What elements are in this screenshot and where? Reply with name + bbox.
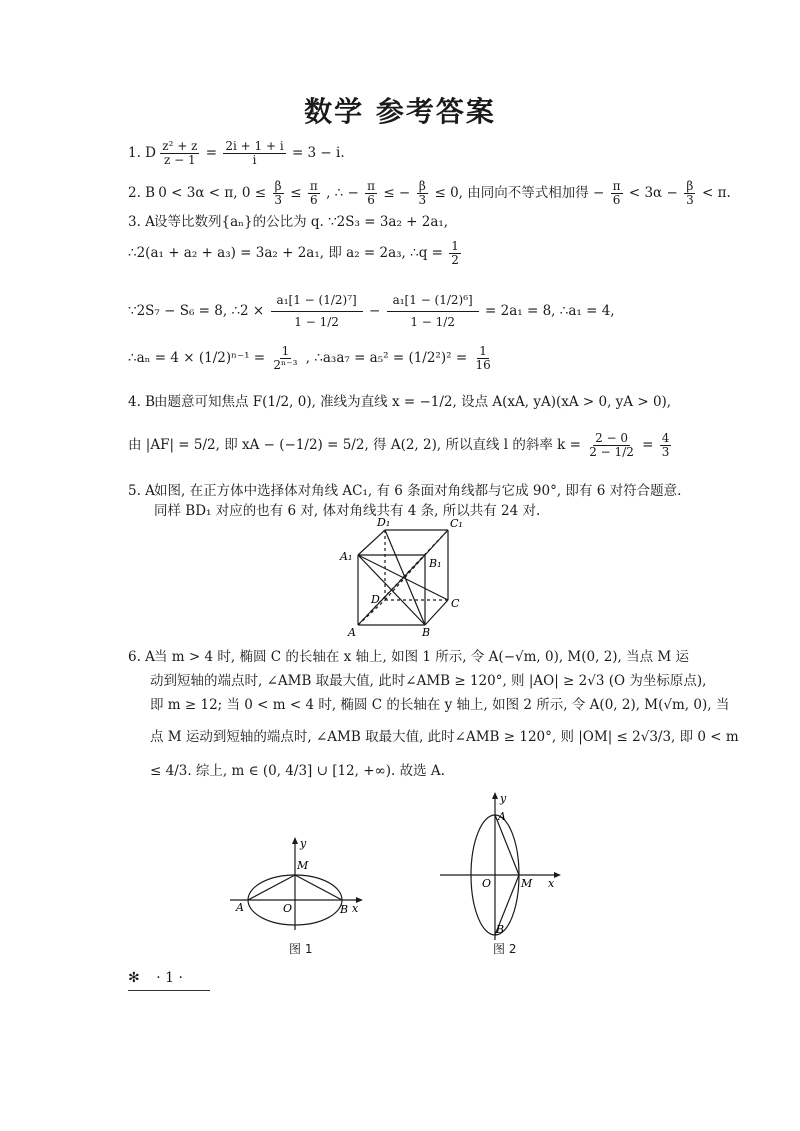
- fig2-label-x: x: [548, 877, 555, 890]
- question-3-line-1: 3. A设等比数列{aₙ}的公比为 q. ∵2S₃ = 3a₂ + 2a₁,: [128, 214, 449, 230]
- question-6-line-5: ≤ 4/3. 综上, m ∈ (0, 4/3] ∪ [12, +∞). 故选 A.: [150, 763, 445, 779]
- fig2-label-m: M: [521, 877, 533, 890]
- fig2-label-o: O: [482, 877, 492, 890]
- cube-label-c1: C₁: [450, 517, 463, 530]
- figure-1-caption: 图 1: [289, 942, 313, 956]
- cube-label-a1: A₁: [340, 550, 353, 563]
- fig2-label-y: y: [500, 792, 507, 805]
- footer-rule: [128, 990, 210, 991]
- question-1-number: 1. D: [128, 145, 156, 161]
- question-3-line-4: ∴aₙ = 4 × (1/2)ⁿ⁻¹ = $\frac{1}{\text{2ⁿ⁻³}}$ , ∴a₃a₇ = a₅² = (1/2²)² = $\frac{1}{16}$: [128, 344, 491, 372]
- question-6-line-4: 点 M 运动到短轴的端点时, ∠AMB 取最大值, 此时∠AMB ≥ 120°, 则 |OM| ≤ 2√3/3, 即 0 < m: [150, 729, 739, 745]
- page-number: · 1 ·: [156, 970, 183, 986]
- question-2: 2. B 0 < 3α < π, 0 ≤ $\frac{\beta}{3}$ ≤ $\frac{\pi}{6}$ , ∴ − $\frac{\pi}{6}$ ≤ − $\frac{\beta}{3}$ ≤ 0, 由同向不等式相加得 − $\frac{\pi}{6}$ < 3α − $\frac{\beta}{3}$ < π.: [128, 179, 731, 207]
- question-3-line-3: ∵2S₇ − S₆ = 8, ∴2 × $\frac{\text{a₁[1 − (1/2)⁷]}}{1 - 1/2}$ − $\frac{\text{a₁[1 − (1/2)⁶]}}{1 - 1/2}$ = 2a₁ = 8, ∴a₁ = 4,: [128, 290, 615, 333]
- question-4-line-2: 由 |AF| = 5/2, 即 xA − (−1/2) = 5/2, 得 A(2, 2), 所以直线 l 的斜率 k = $\frac{2 - 0}{2 - 1/2}$ = $\frac{4}{3}$: [128, 431, 670, 459]
- question-6-line-1: 6. A当 m > 4 时, 椭圆 C 的长轴在 x 轴上, 如图 1 所示, 令 A(−√m, 0), M(0, 2), 当点 M 运: [128, 649, 690, 665]
- fig1-label-x: x: [352, 902, 359, 915]
- question-1: 1. D $\frac{\text{z² + z}}{z - 1}$ = $\frac{2i + 1 + i}{i}$ = 3 − i.: [128, 139, 345, 167]
- footer-flower-icon: ✻: [128, 970, 140, 986]
- cube-label-a: A: [348, 626, 356, 639]
- page-title: 数学 参考答案: [304, 95, 496, 128]
- fig1-label-o: O: [283, 902, 293, 915]
- fig1-label-m: M: [297, 859, 309, 872]
- fig2-label-b: B: [496, 923, 505, 936]
- figure-1-ellipse: [230, 835, 370, 935]
- fig2-label-a: A: [498, 810, 506, 823]
- cube-label-d: D: [371, 593, 380, 606]
- q1-fraction-1: $\frac{\text{z² + z}}{z - 1}$: [162, 139, 198, 167]
- fig1-label-y: y: [300, 837, 307, 850]
- question-6-line-3: 即 m ≥ 12; 当 0 < m < 4 时, 椭圆 C 的长轴在 y 轴上, 如图 2 所示, 令 A(0, 2), M(√m, 0), 当: [150, 697, 730, 713]
- fig1-label-a: A: [236, 901, 244, 914]
- cube-label-d1: D₁: [377, 516, 391, 529]
- cube-label-c: C: [451, 597, 460, 610]
- figure-2-caption: 图 2: [493, 942, 517, 956]
- cube-label-b1: B₁: [429, 557, 442, 570]
- question-5-line-2: 同样 BD₁ 对应的也有 6 对, 体对角线共有 4 条, 所以共有 24 对.: [154, 503, 541, 519]
- question-3-line-2: ∴2(a₁ + a₂ + a₃) = 3a₂ + 2a₁, 即 a₂ = 2a₃, ∴q = $\frac{1}{2}$: [128, 239, 459, 267]
- cube-label-b: B: [422, 626, 431, 639]
- fig1-label-b: B: [340, 903, 349, 916]
- question-6-line-2: 动到短轴的端点时, ∠AMB 取最大值, 此时∠AMB ≥ 120°, 则 |AO| ≥ 2√3 (O 为坐标原点),: [150, 673, 707, 689]
- page-footer: [128, 970, 183, 986]
- figure-2-ellipse: [440, 790, 570, 945]
- q1-fraction-2: $\frac{2i + 1 + i}{i}$: [225, 139, 284, 167]
- cube-diagram: [330, 515, 470, 640]
- question-5-line-1: 5. A如图, 在正方体中选择体对角线 AC₁, 有 6 条面对角线都与它成 90°, 即有 6 对符合题意.: [128, 483, 682, 499]
- question-4-line-1: 4. B由题意可知焦点 F(1/2, 0), 准线为直线 x = −1/2, 设点 A(xA, yA)(xA > 0, yA > 0),: [128, 394, 672, 410]
